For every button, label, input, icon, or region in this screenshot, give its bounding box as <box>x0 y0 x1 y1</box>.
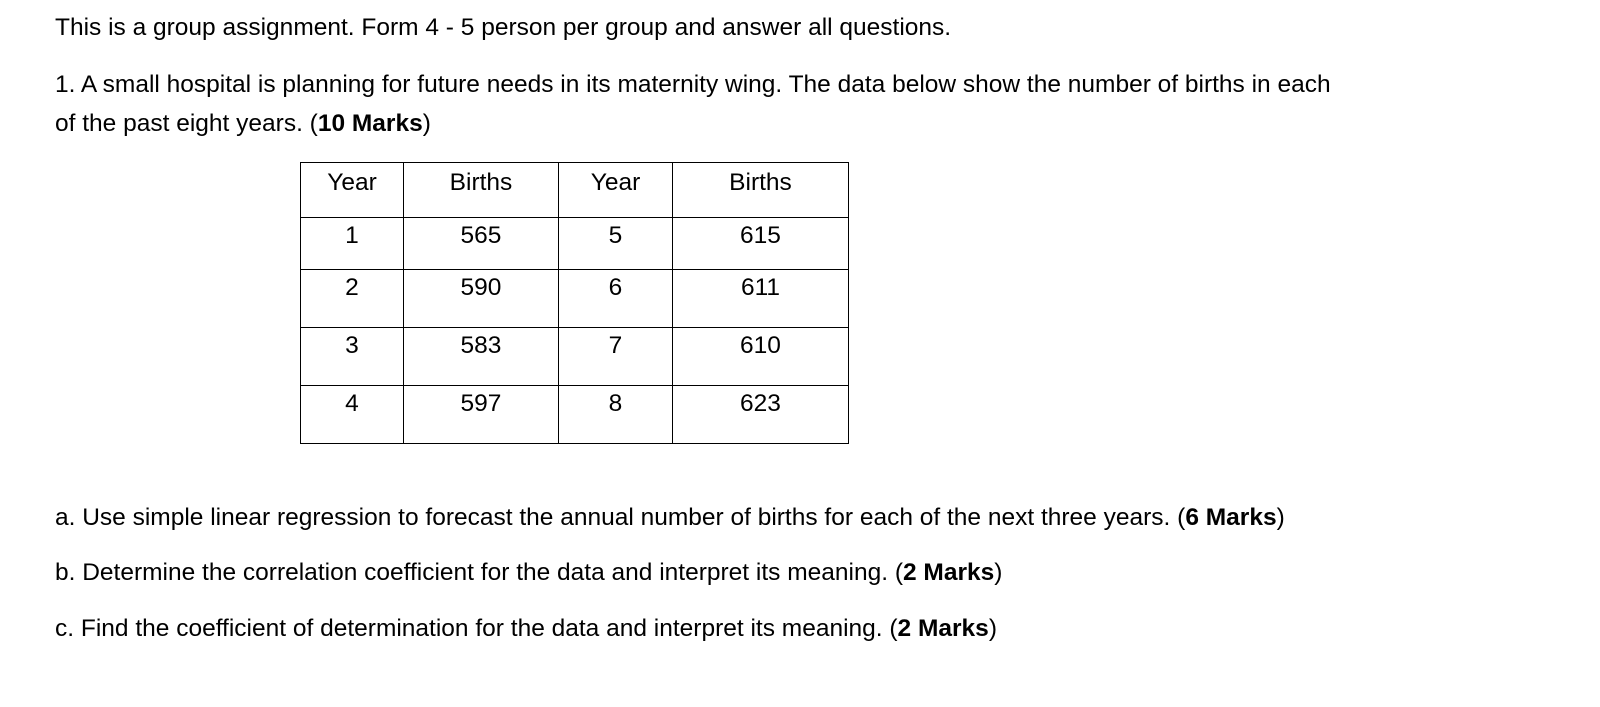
table-cell: 623 <box>673 386 849 444</box>
table-cell: 4 <box>301 386 404 444</box>
table-row <box>301 270 849 328</box>
table-row <box>301 328 849 386</box>
table-cell: 5 <box>559 218 673 270</box>
table-row <box>301 386 849 444</box>
table-cell: 7 <box>559 328 673 386</box>
subquestion-c-marks: 2 Marks <box>897 615 989 642</box>
subquestion-a-marks: 6 Marks <box>1185 504 1277 531</box>
subquestion-b <box>55 561 1002 586</box>
table-cell: 6 <box>559 270 673 328</box>
births-table <box>300 162 849 444</box>
question-1-text-line-1: 1. A small hospital is planning for future needs in its maternity wing. The data below show the number of births in each <box>55 71 1331 98</box>
subquestion-b-marks: 2 Marks <box>902 559 995 586</box>
subquestion-c <box>55 617 997 642</box>
header-births: Births <box>404 163 559 218</box>
table-cell: 8 <box>559 386 673 444</box>
table-row <box>301 218 849 270</box>
table-cell: 2 <box>301 270 404 328</box>
header-births: Births <box>673 163 849 218</box>
subquestion-c-text: c. Find the coefficient of determination for the data and interpret its meaning. ( <box>55 615 898 642</box>
assignment-instructions: This is a group assignment. Form 4 - 5 person per group and answer all questions. <box>55 14 952 41</box>
question-1-marks: 10 Marks <box>317 110 423 137</box>
subquestion-b-text: b. Determine the correlation coefficient for the data and interpret its meaning. ( <box>55 559 903 586</box>
table-cell: 611 <box>673 270 849 328</box>
header-year: Year <box>301 163 404 218</box>
question-1-close-paren: ) <box>422 110 431 137</box>
table-cell: 590 <box>404 270 559 328</box>
table-cell: 610 <box>673 328 849 386</box>
subquestion-a <box>55 506 1285 531</box>
table-header-row <box>301 163 849 218</box>
question-1-text: of the past eight years. ( <box>55 110 318 137</box>
subquestion-c-close-paren: ) <box>988 615 997 642</box>
subquestion-a-close-paren: ) <box>1276 504 1285 531</box>
table-cell: 583 <box>404 328 559 386</box>
header-year: Year <box>559 163 673 218</box>
table-cell: 565 <box>404 218 559 270</box>
subquestion-a-text: a. Use simple linear regression to forecast the annual number of births for each of the next three years. ( <box>55 504 1186 531</box>
table-cell: 3 <box>301 328 404 386</box>
question-1-text-line-2 <box>55 112 431 137</box>
table-cell: 615 <box>673 218 849 270</box>
table-cell: 597 <box>404 386 559 444</box>
table-cell: 1 <box>301 218 404 270</box>
subquestion-b-close-paren: ) <box>994 559 1003 586</box>
